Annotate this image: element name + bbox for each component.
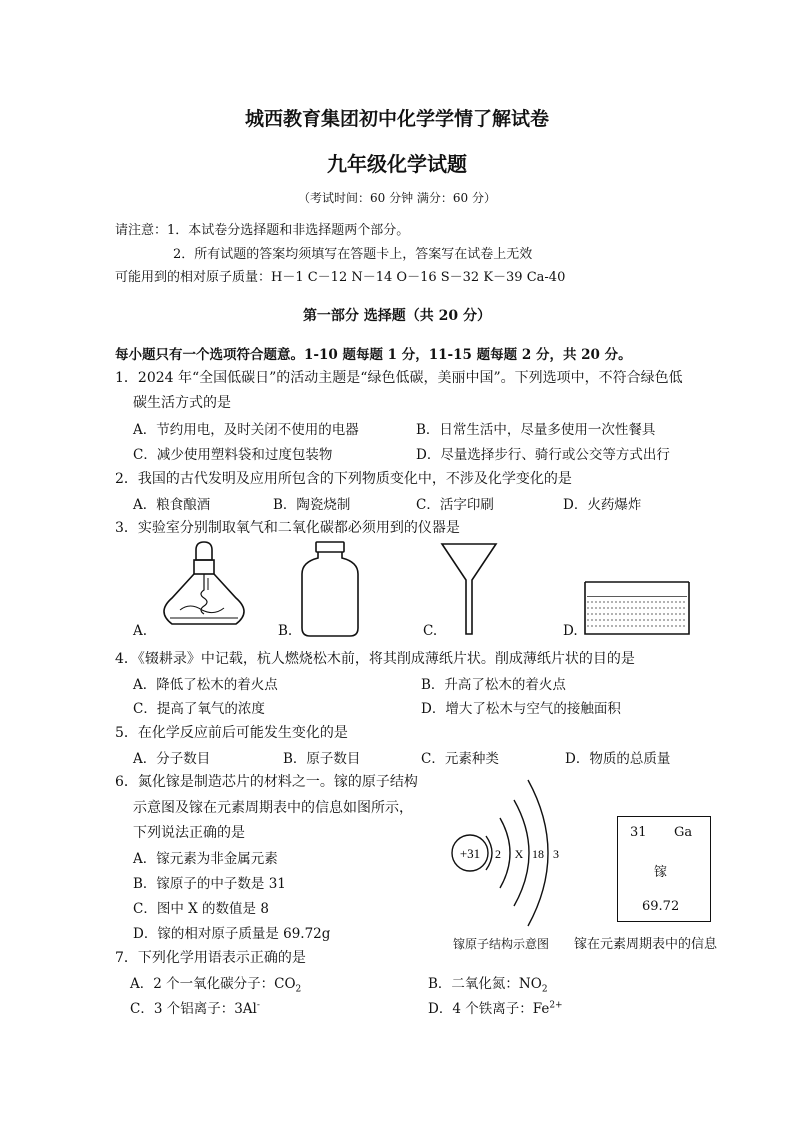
- q5-option-a: A．分子数目: [133, 751, 211, 767]
- periodic-cell-caption: 镓在元素周期表中的信息: [574, 937, 718, 952]
- q4-stem: 4．《辍耕录》中记载，杭人燃烧松木前，将其削成薄纸片状。削成薄纸片状的目的是: [115, 651, 635, 667]
- q7-option-c-superscript: -: [256, 1000, 260, 1011]
- q5-stem: 5．在化学反应前后可能发生变化的是: [115, 725, 348, 741]
- q4-option-c: C．提高了氧气的浓度: [133, 701, 265, 717]
- shell-3-count: 18: [532, 847, 544, 861]
- q1-option-a: A．节约用电，及时关闭不使用的电器: [133, 422, 359, 438]
- periodic-table-cell: [617, 816, 711, 922]
- nucleus-label: +31: [459, 846, 481, 861]
- exam-info: （考试时间：60 分钟 满分：60 分）: [298, 191, 496, 205]
- q6-option-d: D．镓的相对原子质量是 69.72g: [133, 926, 331, 942]
- q7-option-d-text: D．4 个铁离子：Fe: [428, 1001, 550, 1017]
- note-2: 2．所有试题的答案均须填写在答题卡上，答案写在试卷上无效: [173, 247, 533, 262]
- q7-option-a-text: A．2 个一氧化碳分子：CO: [130, 976, 296, 992]
- q6-stem-line-3: 下列说法正确的是: [133, 825, 245, 841]
- q6-option-c: C．图中 X 的数值是 8: [133, 901, 269, 917]
- q6-option-a: A．镓元素为非金属元素: [133, 851, 278, 867]
- q3-option-d: D.: [563, 623, 578, 639]
- notes-label: 请注意：: [115, 223, 168, 238]
- q7-option-d: [428, 997, 563, 1017]
- atomic-mass: 69.72: [642, 899, 680, 914]
- shell-1-count: 2: [495, 847, 501, 861]
- shell-arc-2: [500, 818, 510, 888]
- q2-stem: 2．我国的古代发明及应用所包含的下列物质变化中，不涉及化学变化的是: [115, 471, 572, 487]
- q3-option-a: A.: [133, 623, 148, 639]
- q2-option-d: D．火药爆炸: [563, 497, 642, 513]
- gas-bottle-icon: [298, 540, 360, 638]
- section-title: 第一部分 选择题（共 20 分）: [302, 308, 492, 324]
- alcohol-lamp-icon: [150, 538, 260, 638]
- exam-subtitle: 九年级化学试题: [327, 152, 467, 176]
- q6-stem-line-1: 6．氮化镓是制造芯片的材料之一。镓的原子结构: [115, 774, 418, 790]
- q3-option-c: C.: [423, 623, 438, 639]
- section-instruction: 每小题只有一个选项符合题意。1-10 题每题 1 分，11-15 题每题 2 分，共 20 分。: [115, 347, 632, 363]
- shell-2-count: X: [514, 847, 524, 861]
- element-name: 镓: [654, 865, 668, 880]
- q5-option-b: B．原子数目: [283, 751, 361, 767]
- q7-option-b-text: B．二氧化氮：NO: [428, 976, 542, 992]
- q5-option-d: D．物质的总质量: [565, 751, 671, 767]
- q7-option-b-subscript: 2: [541, 984, 548, 995]
- shell-arc-1: [486, 836, 492, 870]
- q1-stem-line-1: 1．2024 年“全国低碳日”的活动主题是“绿色低碳，美丽中国”。下列选项中，不符合绿色低: [115, 370, 683, 386]
- q6-option-b: B．镓原子的中子数是 31: [133, 876, 286, 892]
- q4-option-d: D．增大了松木与空气的接触面积: [421, 701, 621, 717]
- exam-title: 城西教育集团初中化学学情了解试卷: [244, 108, 549, 130]
- notes-line-1: [115, 219, 409, 238]
- q1-option-c: C．减少使用塑料袋和过度包装物: [133, 447, 333, 463]
- element-symbol: Ga: [674, 825, 693, 840]
- q1-stem-line-2: 碳生活方式的是: [133, 395, 231, 411]
- atomic-number: 31: [630, 825, 647, 840]
- q7-option-c-text: C．3 个铝离子：3Al: [130, 1001, 257, 1017]
- q7-option-b: [428, 972, 548, 995]
- q4-option-a: A．降低了松木的着火点: [133, 677, 278, 693]
- water-trough-icon: [583, 580, 693, 638]
- q1-option-b: B．日常生活中，尽量多使用一次性餐具: [416, 422, 656, 438]
- q3-option-b: B.: [278, 623, 293, 639]
- q3-stem: 3．实验室分别制取氧气和二氧化碳都必须用到的仪器是: [115, 520, 460, 536]
- shell-4-count: 3: [553, 847, 559, 861]
- atom-structure-diagram: [448, 770, 588, 930]
- q7-stem: 7．下列化学用语表示正确的是: [115, 950, 306, 966]
- q7-option-c: [130, 997, 260, 1017]
- q4-option-b: B．升高了松木的着火点: [421, 677, 566, 693]
- q1-option-d: D．尽量选择步行、骑行或公交等方式出行: [416, 447, 670, 463]
- q7-option-a-subscript: 2: [295, 984, 302, 995]
- atom-diagram-caption: 镓原子结构示意图: [453, 937, 550, 951]
- atomic-masses: 可能用到的相对原子质量：H－1 C－12 N－14 O－16 S－32 K－39 Ca-40: [115, 270, 566, 285]
- q2-option-a: A．粮食酿酒: [133, 497, 211, 513]
- funnel-icon: [440, 542, 500, 638]
- q6-stem-line-2: 示意图及镓在元素周期表中的信息如图所示，: [133, 800, 413, 816]
- q5-option-c: C．元素种类: [421, 751, 499, 767]
- q7-option-a: [130, 972, 301, 995]
- note-1: 1．本试卷分选择题和非选择题两个部分。: [167, 223, 410, 238]
- q2-option-c: C．活字印刷: [416, 497, 494, 513]
- q7-option-d-superscript: 2+: [549, 1000, 563, 1011]
- q2-option-b: B．陶瓷烧制: [273, 497, 351, 513]
